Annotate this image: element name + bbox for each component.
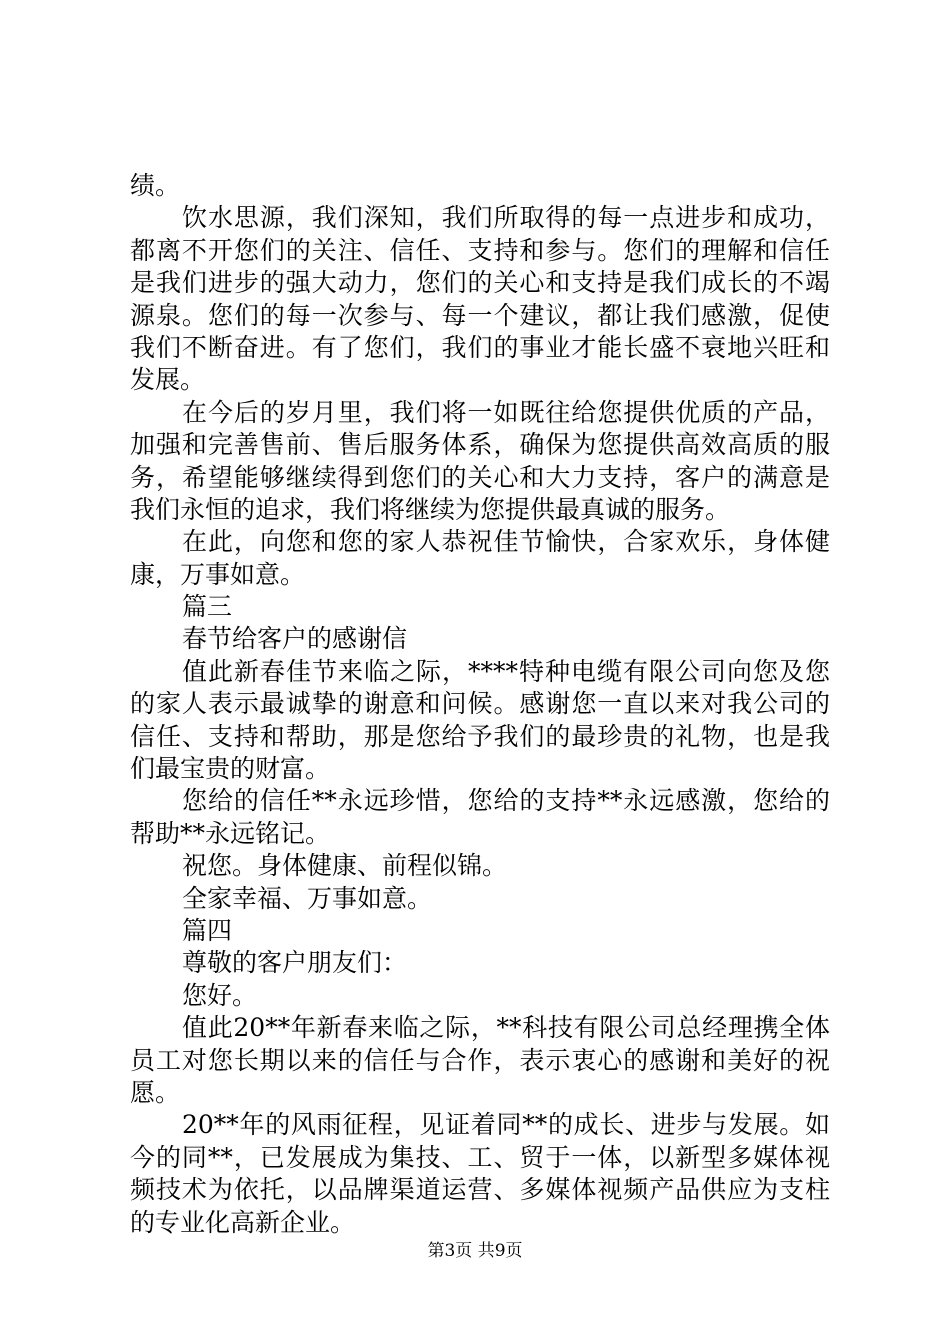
document-body [130,170,830,1239]
text-line: 加强和完善售前、售后服务体系，确保为您提供高效高质的服 [130,430,830,460]
text-line: 帮助**永远铭记。 [130,818,331,848]
text-line: 务，希望能够继续得到您们的关心和大力支持，客户的满意是 [130,462,830,492]
text-line: 篇四 [182,915,233,945]
text-line: 在此，向您和您的家人恭祝佳节愉快，合家欢乐，身体健 [182,527,830,557]
text-line: 饮水思源，我们深知，我们所取得的每一点进步和成功， [182,203,830,233]
text-line: 们最宝贵的财富。 [130,754,331,784]
text-line: 发展。 [130,365,206,395]
text-line: 愿。 [130,1077,181,1107]
text-line: 频技术为依托，以品牌渠道运营、多媒体视频产品供应为支柱 [130,1175,830,1205]
text-line: 全家幸福、万事如意。 [182,883,433,913]
text-line: 值此20**年新春来临之际，**科技有限公司总经理携全体 [182,1013,830,1043]
text-line: 康，万事如意。 [130,559,306,589]
text-line: 在今后的岁月里，我们将一如既往给您提供优质的产品， [182,397,830,427]
text-line: 您好。 [182,980,258,1010]
text-line: 春节给客户的感谢信 [182,624,408,654]
text-line: 的家人表示最诚挚的谢意和问候。感谢您一直以来对我公司的 [130,689,830,719]
text-line: 我们永恒的追求，我们将继续为您提供最真诚的服务。 [130,494,731,524]
text-line: 20**年的风雨征程，见证着同**的成长、进步与发展。如 [182,1110,830,1140]
text-line: 信任、支持和帮助，那是您给予我们的最珍贵的礼物，也是我 [130,721,830,751]
text-line: 是我们进步的强大动力，您们的关心和支持是我们成长的不竭 [130,268,830,298]
text-line: 都离不开您们的关注、信任、支持和参与。您们的理解和信任 [130,235,830,265]
text-line: 您给的信任**永远珍惜，您给的支持**永远感激，您给的 [182,786,830,816]
page-number: 第3页 共9页 [427,1241,523,1261]
text-line: 值此新春佳节来临之际，****特种电缆有限公司向您及您 [182,656,830,686]
text-line: 祝您。身体健康、前程似锦。 [182,851,508,881]
text-line: 的专业化高新企业。 [130,1207,356,1237]
text-line: 员工对您长期以来的信任与合作，表示衷心的感谢和美好的祝 [130,1045,830,1075]
text-line: 绩。 [130,171,181,200]
page-footer [0,1240,950,1262]
text-line: 我们不断奋进。有了您们，我们的事业才能长盛不衰地兴旺和 [130,332,830,362]
text-line: 篇三 [182,592,233,622]
text-line: 尊敬的客户朋友们： [182,948,408,978]
text-line: 源泉。您们的每一次参与、每一个建议，都让我们感激，促使 [130,300,830,330]
text-line: 今的同**，已发展成为集技、工、贸于一体，以新型多媒体视 [130,1142,830,1172]
